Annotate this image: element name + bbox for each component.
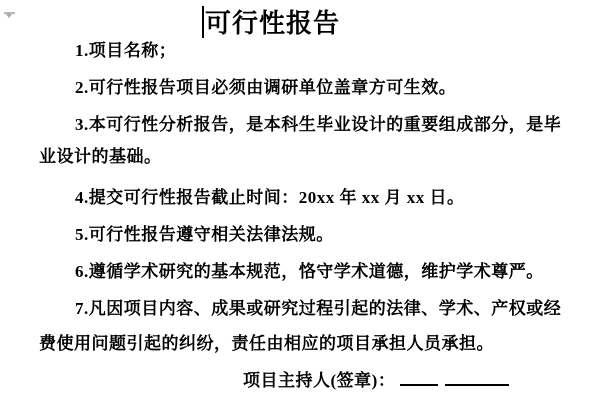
doc-line-3: 3.本可行性分析报告，是本科生毕业设计的重要组成部分，是毕 <box>75 115 562 134</box>
doc-line-7: 7.凡因项目内容、成果或研究过程引起的法律、学术、产权或经 <box>75 299 562 318</box>
title-inner <box>202 3 340 40</box>
doc-line-2: 2.可行性报告项目必须由调研单位盖章方可生效。 <box>75 78 457 97</box>
signature-row <box>39 372 560 390</box>
doc-line-4: 4.提交可行性报告截止时间：20xx 年 xx 月 xx 日。 <box>75 188 465 207</box>
doc-line-5: 5.可行性报告遵守相关法律法规。 <box>75 225 334 244</box>
text-cursor <box>202 6 204 38</box>
document-body <box>0 40 600 390</box>
title-row <box>0 0 600 40</box>
collapse-marker-icon[interactable] <box>4 12 15 19</box>
page-title: 可行性报告 <box>204 9 340 38</box>
signature-blank-short <box>400 372 438 386</box>
signature-label: 项目主持人(签章)： <box>243 371 396 390</box>
signature-blank-long <box>445 372 509 386</box>
doc-line-7-cont: 费使用问题引起的纠纷，责任由相应的项目承担人员承担。 <box>39 334 494 353</box>
chevron-down-icon <box>6 14 12 18</box>
doc-line-3-cont: 业设计的基础。 <box>39 147 162 166</box>
doc-line-1: 1.项目名称； <box>75 41 177 60</box>
doc-line-6: 6.遵循学术研究的基本规范，恪守学术道德，维护学术尊严。 <box>75 262 544 281</box>
